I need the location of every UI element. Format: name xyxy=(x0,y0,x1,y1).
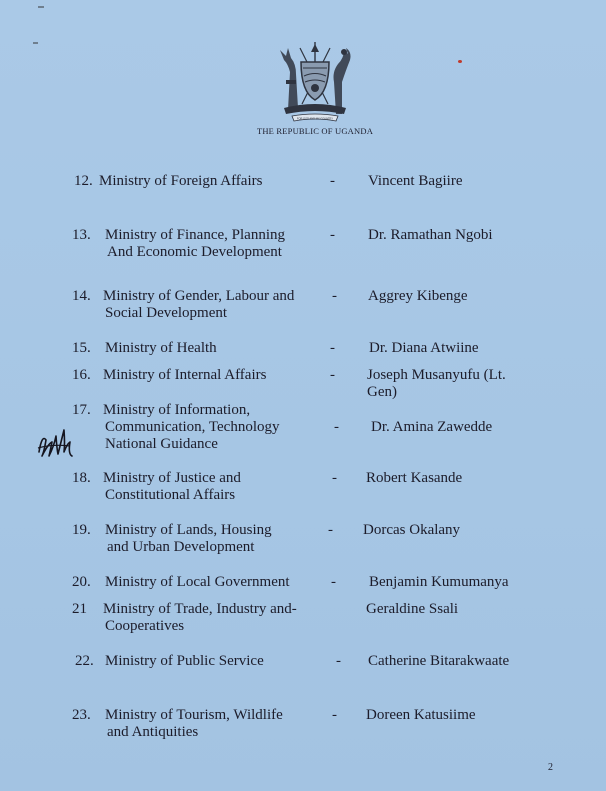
separator-dash: - xyxy=(336,653,341,669)
entry-number: 21 xyxy=(72,601,87,617)
ministry-name: Constitutional Affairs xyxy=(105,487,236,503)
ministry-name: National Guidance xyxy=(105,436,218,452)
paper-speck xyxy=(38,6,44,8)
entry-number: 18. xyxy=(72,470,91,486)
entry-number: 20. xyxy=(72,574,91,590)
ministry-name: and Urban Development xyxy=(107,539,255,555)
minister-name: Gen) xyxy=(367,384,397,400)
ministry-name: Communication, Technology xyxy=(105,419,280,435)
ministry-name: Ministry of Information, xyxy=(103,402,251,418)
crest-motto: FOR GOD AND MY COUNTRY xyxy=(296,117,334,121)
minister-name: Geraldine Ssali xyxy=(366,601,459,617)
ministry-name: Ministry of Tourism, Wildlife xyxy=(105,707,283,723)
paper-speck xyxy=(458,60,462,63)
ministry-name: Ministry of Finance, Planning xyxy=(105,227,285,243)
ministry-name: and Antiquities xyxy=(107,724,199,740)
separator-dash: - xyxy=(332,470,337,486)
ministry-name: Ministry of Foreign Affairs xyxy=(99,173,263,189)
entry-number: 19. xyxy=(72,522,91,538)
separator-dash: - xyxy=(332,707,337,723)
ministry-name: Ministry of Trade, Industry and- xyxy=(103,601,297,617)
ministry-name: Ministry of Local Government xyxy=(105,574,290,590)
entry-number: 16. xyxy=(72,367,91,383)
minister-name: Robert Kasande xyxy=(366,470,463,486)
minister-name: Doreen Katusiime xyxy=(366,707,476,723)
minister-name: Catherine Bitarakwaate xyxy=(368,653,510,669)
page-number: 2 xyxy=(548,762,553,773)
ministry-name: Ministry of Justice and xyxy=(103,470,241,486)
entry-number: 15. xyxy=(72,340,91,356)
separator-dash: - xyxy=(330,173,335,189)
handwritten-signature xyxy=(34,422,74,464)
entry-number: 22. xyxy=(75,653,94,669)
minister-name: Benjamin Kumumanya xyxy=(369,574,509,590)
entry-number: 12. xyxy=(74,173,93,189)
ministry-name: Ministry of Internal Affairs xyxy=(103,367,267,383)
entry-number: 17. xyxy=(72,402,91,418)
minister-name: Aggrey Kibenge xyxy=(368,288,468,304)
coat-of-arms-icon xyxy=(270,38,360,124)
republic-label: THE REPUBLIC OF UGANDA xyxy=(256,126,374,136)
entry-number: 13. xyxy=(72,227,91,243)
separator-dash: - xyxy=(330,367,335,383)
separator-dash: - xyxy=(330,340,335,356)
minister-name: Dorcas Okalany xyxy=(363,522,461,538)
minister-name: Dr. Ramathan Ngobi xyxy=(368,227,493,243)
minister-name: Dr. Diana Atwiine xyxy=(369,340,479,356)
ministry-name: Ministry of Public Service xyxy=(105,653,264,669)
paper-speck xyxy=(33,42,38,44)
ministry-name: Ministry of Gender, Labour and xyxy=(103,288,295,304)
separator-dash: - xyxy=(328,522,333,538)
separator-dash: - xyxy=(330,227,335,243)
ministry-name: Ministry of Health xyxy=(105,340,217,356)
ministry-name: Cooperatives xyxy=(105,618,185,634)
entry-number: 23. xyxy=(72,707,91,723)
separator-dash: - xyxy=(334,419,339,435)
ministry-name: Social Development xyxy=(105,305,228,321)
minister-name: Dr. Amina Zawedde xyxy=(371,419,493,435)
separator-dash: - xyxy=(331,574,336,590)
ministry-name: And Economic Development xyxy=(107,244,282,260)
separator-dash: - xyxy=(332,288,337,304)
minister-name: Vincent Bagiire xyxy=(368,173,463,189)
ministry-name: Ministry of Lands, Housing xyxy=(105,522,272,538)
entry-number: 14. xyxy=(72,288,91,304)
minister-name: Joseph Musanyufu (Lt. xyxy=(367,367,506,383)
